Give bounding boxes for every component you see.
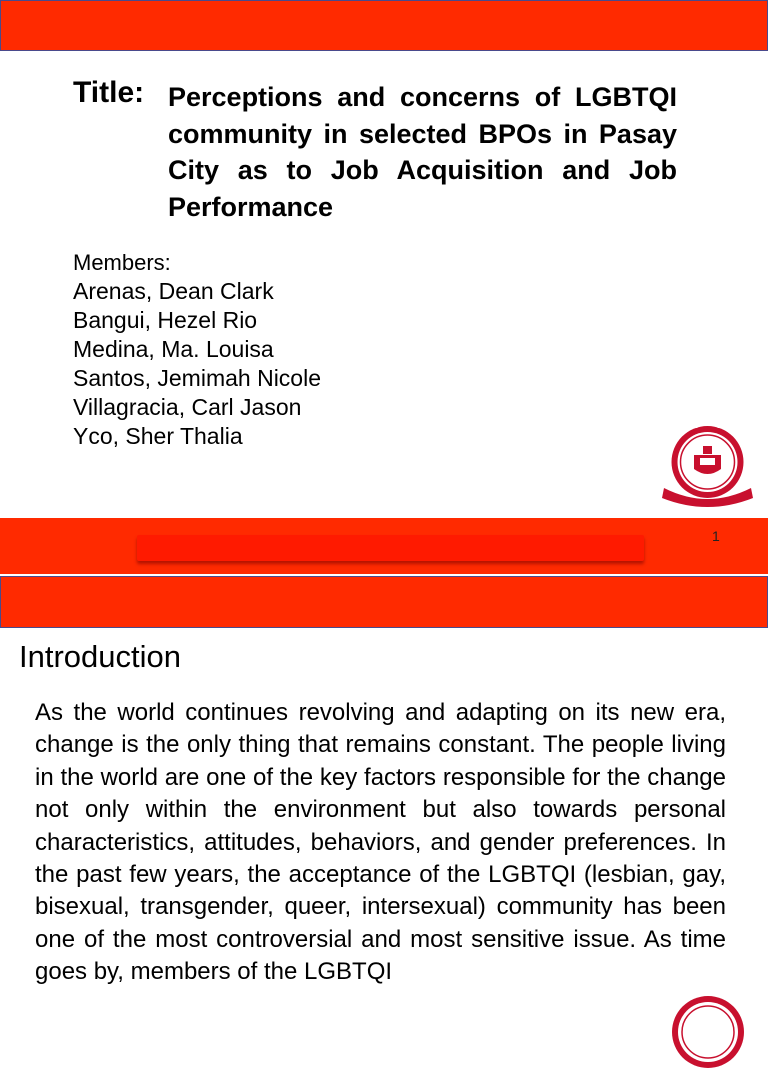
introduction-slide (0, 576, 768, 1024)
member-name: Yco, Sher Thalia (73, 423, 243, 449)
member-name: Villagracia, Carl Jason (73, 394, 302, 420)
intro-paragraph: As the world continues revolving and adapting on its new era, change is the only thing that remains constant. The people living in the world are one of the key factors responsible for the change not only within the environment but also towards personal characteristics, attitudes, behaviors, and gender preferences. In the past few years, the acceptance of the LGBTQI (lesbian, gay, bisexual, transgender, queer, intersexual) community has been one of the most controversial and most sensitive issue. As time goes by, members of the LGBTQI (35, 699, 726, 986)
member-name: Bangui, Hezel Rio (73, 307, 258, 333)
page-number: 1 (712, 528, 720, 544)
member-name: Arenas, Dean Clark (73, 278, 274, 304)
title-label: Title: (73, 76, 145, 109)
college-seal-logo (660, 418, 755, 510)
members-list (73, 248, 321, 451)
member-name: Santos, Jemimah Nicole (73, 365, 321, 391)
college-seal-logo-partial (668, 992, 748, 1072)
members-heading: Members: (73, 250, 171, 275)
top-banner (0, 576, 768, 628)
section-heading: Introduction (19, 639, 181, 674)
research-title: Perceptions and concerns of LGBTQI community in selected BPOs in Pasay City as to Job Acquisition and Job Performance (168, 82, 677, 222)
footer-bar (137, 535, 644, 561)
member-items (73, 277, 321, 451)
top-banner (0, 0, 768, 51)
member-name: Medina, Ma. Louisa (73, 336, 274, 362)
